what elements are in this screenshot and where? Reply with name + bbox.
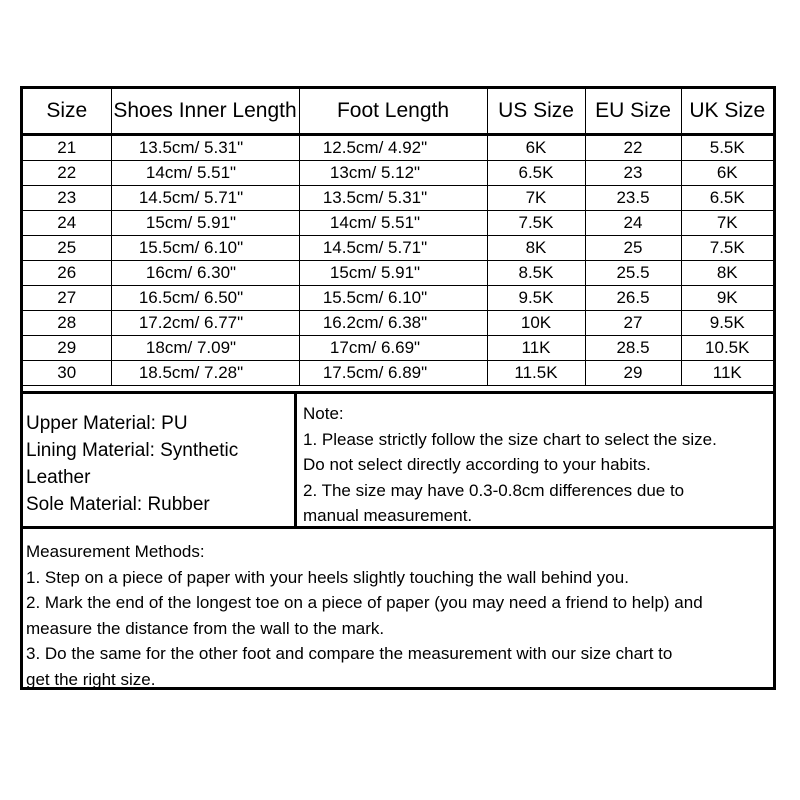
cell-foot-length: 15cm/ 5.91" xyxy=(299,261,487,286)
table-row xyxy=(23,361,773,386)
cell-foot-length: 14.5cm/ 5.71" xyxy=(299,236,487,261)
cell-size: 24 xyxy=(23,211,111,236)
note-line: manual measurement. xyxy=(303,506,473,525)
lining-material: Lining Material: Synthetic xyxy=(26,440,239,461)
cell-size: 21 xyxy=(23,135,111,161)
cell-us-size: 6K xyxy=(487,135,585,161)
cell-foot-length: 17cm/ 6.69" xyxy=(299,336,487,361)
table-row xyxy=(23,286,773,311)
cell-inner-length: 16.5cm/ 6.50" xyxy=(111,286,299,311)
materials-box xyxy=(23,394,297,526)
cell-uk-size: 11K xyxy=(681,361,773,386)
table-header-row xyxy=(23,89,773,135)
cell-eu-size: 22 xyxy=(585,135,681,161)
table-row xyxy=(23,211,773,236)
cell-size: 28 xyxy=(23,311,111,336)
header-uk-size: UK Size xyxy=(681,89,773,135)
cell-inner-length: 16cm/ 6.30" xyxy=(111,261,299,286)
cell-us-size: 11K xyxy=(487,336,585,361)
cell-us-size: 6.5K xyxy=(487,161,585,186)
header-size: Size xyxy=(23,89,111,135)
sole-material: Sole Material: Rubber xyxy=(26,494,210,515)
cell-foot-length: 17.5cm/ 6.89" xyxy=(299,361,487,386)
cell-foot-length: 14cm/ 5.51" xyxy=(299,211,487,236)
table-row xyxy=(23,236,773,261)
note-line: Do not select directly according to your habits. xyxy=(303,455,651,474)
cell-eu-size: 25 xyxy=(585,236,681,261)
measurement-methods xyxy=(23,526,773,687)
cell-inner-length: 13.5cm/ 5.31" xyxy=(111,135,299,161)
details-section xyxy=(23,391,773,526)
cell-eu-size: 24 xyxy=(585,211,681,236)
cell-eu-size: 23.5 xyxy=(585,186,681,211)
header-foot-length: Foot Length xyxy=(299,89,487,135)
cell-uk-size: 7K xyxy=(681,211,773,236)
cell-uk-size: 6.5K xyxy=(681,186,773,211)
header-us-size: US Size xyxy=(487,89,585,135)
note-title: Note: xyxy=(303,404,344,423)
table-row xyxy=(23,161,773,186)
cell-inner-length: 18.5cm/ 7.28" xyxy=(111,361,299,386)
cell-foot-length: 16.2cm/ 6.38" xyxy=(299,311,487,336)
cell-foot-length: 15.5cm/ 6.10" xyxy=(299,286,487,311)
cell-eu-size: 25.5 xyxy=(585,261,681,286)
table-row xyxy=(23,336,773,361)
cell-eu-size: 28.5 xyxy=(585,336,681,361)
size-chart-sheet xyxy=(20,86,776,690)
cell-size: 22 xyxy=(23,161,111,186)
cell-size: 26 xyxy=(23,261,111,286)
lining-material-continued: Leather xyxy=(26,467,91,488)
cell-inner-length: 15cm/ 5.91" xyxy=(111,211,299,236)
cell-size: 30 xyxy=(23,361,111,386)
cell-inner-length: 15.5cm/ 6.10" xyxy=(111,236,299,261)
cell-us-size: 10K xyxy=(487,311,585,336)
cell-us-size: 11.5K xyxy=(487,361,585,386)
cell-foot-length: 13cm/ 5.12" xyxy=(299,161,487,186)
table-row xyxy=(23,135,773,161)
cell-eu-size: 29 xyxy=(585,361,681,386)
cell-eu-size: 26.5 xyxy=(585,286,681,311)
cell-uk-size: 8K xyxy=(681,261,773,286)
table-row xyxy=(23,186,773,211)
cell-uk-size: 7.5K xyxy=(681,236,773,261)
methods-line: 1. Step on a piece of paper with your heels slightly touching the wall behind you. xyxy=(26,567,629,587)
cell-inner-length: 17.2cm/ 6.77" xyxy=(111,311,299,336)
cell-uk-size: 9.5K xyxy=(681,311,773,336)
cell-us-size: 8.5K xyxy=(487,261,585,286)
cell-foot-length: 13.5cm/ 5.31" xyxy=(299,186,487,211)
note-box xyxy=(300,394,773,526)
cell-size: 27 xyxy=(23,286,111,311)
methods-line: 3. Do the same for the other foot and compare the measurement with our size chart to xyxy=(26,644,673,663)
size-table xyxy=(23,89,773,386)
header-eu-size: EU Size xyxy=(585,89,681,135)
note-line: 1. Please strictly follow the size chart to select the size. xyxy=(303,429,717,449)
header-shoes-inner-length: Shoes Inner Length xyxy=(111,89,299,135)
cell-uk-size: 5.5K xyxy=(681,135,773,161)
cell-inner-length: 14.5cm/ 5.71" xyxy=(111,186,299,211)
cell-uk-size: 10.5K xyxy=(681,336,773,361)
cell-inner-length: 18cm/ 7.09" xyxy=(111,336,299,361)
cell-uk-size: 9K xyxy=(681,286,773,311)
methods-line: get the right size. xyxy=(26,669,156,689)
note-line: 2. The size may have 0.3-0.8cm differences due to xyxy=(303,480,685,500)
cell-us-size: 7.5K xyxy=(487,211,585,236)
methods-line: measure the distance from the wall to the mark. xyxy=(26,618,385,638)
table-row xyxy=(23,311,773,336)
cell-uk-size: 6K xyxy=(681,161,773,186)
cell-us-size: 9.5K xyxy=(487,286,585,311)
cell-size: 23 xyxy=(23,186,111,211)
cell-eu-size: 23 xyxy=(585,161,681,186)
upper-material: Upper Material: PU xyxy=(26,413,188,434)
cell-foot-length: 12.5cm/ 4.92" xyxy=(299,135,487,161)
methods-line: 2. Mark the end of the longest toe on a piece of paper (you may need a friend to help) and xyxy=(26,593,703,612)
cell-us-size: 8K xyxy=(487,236,585,261)
cell-size: 29 xyxy=(23,336,111,361)
cell-us-size: 7K xyxy=(487,186,585,211)
methods-title: Measurement Methods: xyxy=(26,542,205,561)
cell-eu-size: 27 xyxy=(585,311,681,336)
cell-size: 25 xyxy=(23,236,111,261)
table-row xyxy=(23,261,773,286)
cell-inner-length: 14cm/ 5.51" xyxy=(111,161,299,186)
